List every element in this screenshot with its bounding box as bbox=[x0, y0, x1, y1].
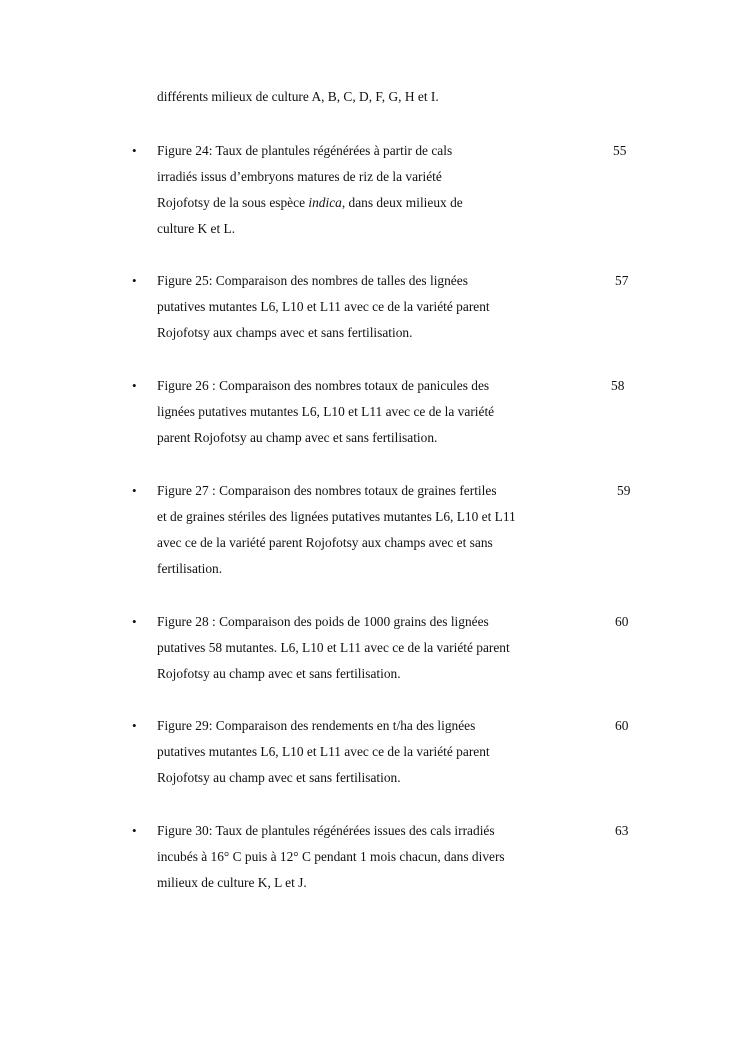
entry-text: , dans deux milieux de bbox=[341, 195, 463, 210]
bullet-icon: • bbox=[132, 718, 137, 733]
entry-line: parent Rojofotsy au champ avec et sans fertilisation. bbox=[157, 430, 438, 445]
entry-line: Rojofotsy au champ avec et sans fertilisation. bbox=[157, 770, 401, 785]
entry-line: Figure 25: Comparaison des nombres de talles des lignées bbox=[157, 273, 468, 288]
page-number: 59 bbox=[617, 483, 631, 498]
page-number: 63 bbox=[615, 823, 629, 838]
bullet-icon: • bbox=[132, 823, 137, 838]
entry-line-mixed bbox=[157, 195, 463, 211]
entry-line: putatives mutantes L6, L10 et L11 avec ce de la variété parent bbox=[157, 299, 490, 314]
page-number: 57 bbox=[615, 273, 629, 288]
bullet-icon: • bbox=[132, 378, 137, 393]
entry-line: irradiés issus d’embryons matures de riz de la variété bbox=[157, 169, 442, 184]
entry-line: Rojofotsy aux champs avec et sans fertilisation. bbox=[157, 325, 413, 340]
entry-line: avec ce de la variété parent Rojofotsy aux champs avec et sans bbox=[157, 535, 493, 550]
page-number: 60 bbox=[615, 718, 629, 733]
page-number: 60 bbox=[615, 614, 629, 629]
entry-line: fertilisation. bbox=[157, 561, 223, 576]
entry-text-italic: indica bbox=[308, 195, 342, 210]
bullet-icon: • bbox=[132, 273, 137, 288]
entry-line: Figure 29: Comparaison des rendements en t/ha des lignées bbox=[157, 718, 476, 733]
continuation-line: différents milieux de culture A, B, C, D, F, G, H et I. bbox=[157, 89, 439, 104]
entry-line: Figure 24: Taux de plantules régénérées à partir de cals bbox=[157, 143, 453, 158]
bullet-icon: • bbox=[132, 614, 137, 629]
entry-line: culture K et L. bbox=[157, 221, 236, 236]
page-number: 58 bbox=[611, 378, 625, 393]
entry-line: Figure 30: Taux de plantules régénérées issues des cals irradiés bbox=[157, 823, 495, 838]
entry-line: lignées putatives mutantes L6, L10 et L11 avec ce de la variété bbox=[157, 404, 495, 419]
entry-line: milieux de culture K, L et J. bbox=[157, 875, 307, 890]
entry-line: Figure 28 : Comparaison des poids de 1000 grains des lignées bbox=[157, 614, 489, 629]
page-number: 55 bbox=[613, 143, 627, 158]
entry-line: Figure 27 : Comparaison des nombres totaux de graines fertiles bbox=[157, 483, 497, 498]
entry-line: putatives mutantes L6, L10 et L11 avec ce de la variété parent bbox=[157, 744, 490, 759]
entry-line: et de graines stériles des lignées putatives mutantes L6, L10 et L11 bbox=[157, 509, 516, 524]
entry-line: putatives 58 mutantes. L6, L10 et L11 avec ce de la variété parent bbox=[157, 640, 510, 655]
entry-line: Figure 26 : Comparaison des nombres totaux de panicules des bbox=[157, 378, 490, 393]
bullet-icon: • bbox=[132, 483, 137, 498]
entry-text: Rojofotsy de la sous espèce bbox=[157, 195, 309, 210]
entry-line: Rojofotsy au champ avec et sans fertilisation. bbox=[157, 666, 401, 681]
entry-line: incubés à 16° C puis à 12° C pendant 1 mois chacun, dans divers bbox=[157, 849, 505, 864]
bullet-icon: • bbox=[132, 143, 137, 158]
